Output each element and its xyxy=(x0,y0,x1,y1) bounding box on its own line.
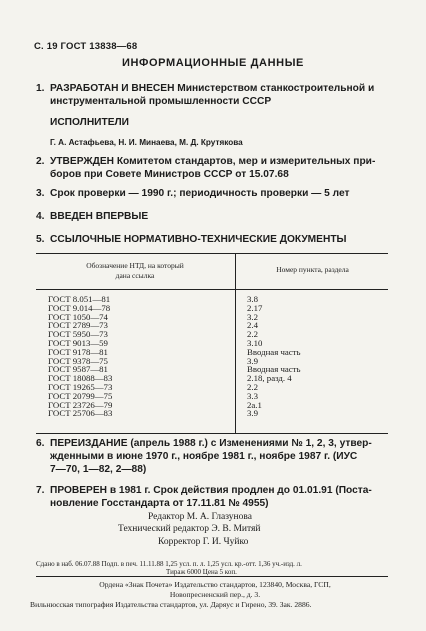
table-top-rule xyxy=(36,253,388,254)
footer-line3: Вильнюсская типография Издательства стандартов, ул. Даряус и Гирено, 39. Зак. 2886. xyxy=(30,600,312,609)
table-header-reference: Номер пункта, раздела xyxy=(276,265,349,274)
item-4-text: ВВЕДЕН ВПЕРВЫЕ xyxy=(50,211,149,222)
item-4 xyxy=(36,210,396,223)
table-header-rule xyxy=(36,289,388,290)
table-cell-doc: ГОСТ 9013—59 xyxy=(48,337,108,348)
table-cell-ref: 2.18, разд. 4 xyxy=(247,373,292,384)
table-cell-doc: ГОСТ 1050—74 xyxy=(48,311,108,322)
item-7-line1: ПРОВЕРЕН в 1981 г. Срок действия продлен до 01.01.91 (Поста- xyxy=(50,485,372,496)
item-4-number: 4. xyxy=(36,211,45,222)
table-column-documents xyxy=(48,295,112,418)
item-3 xyxy=(36,187,396,200)
table-column-divider xyxy=(235,253,236,433)
table-cell-ref: 3.8 xyxy=(247,294,258,304)
table-header-document-line2: дана ссылка xyxy=(115,271,155,280)
footer-rule xyxy=(36,576,388,577)
item-7-number: 7. xyxy=(36,485,45,496)
table-cell-doc: ГОСТ 5950—73 xyxy=(48,329,108,340)
table-cell-doc: ГОСТ 9378—75 xyxy=(48,355,108,366)
executors-names: Г. А. Астафьева, Н. И. Минаева, М. Д. Крутякова xyxy=(50,138,243,147)
item-2-line1: УТВЕРЖДЕН Комитетом стандартов, мер и измерительных при- xyxy=(50,156,376,167)
item-5 xyxy=(36,233,396,246)
table-column-references xyxy=(247,295,301,418)
table-cell-doc: ГОСТ 9178—81 xyxy=(48,346,108,357)
table-cell-doc: ГОСТ 19265—73 xyxy=(48,381,113,392)
table-cell-doc: ГОСТ 9.014—78 xyxy=(48,302,111,313)
table-cell-ref: Вводная часть xyxy=(247,364,301,375)
table-cell-ref: 2.17 xyxy=(247,302,263,313)
item-6-line1: ПЕРЕИЗДАНИЕ (апрель 1988 г.) с Изменениями № 1, 2, 3, утвер- xyxy=(50,438,372,449)
table-cell-doc: ГОСТ 9587—81 xyxy=(48,364,108,375)
item-2 xyxy=(36,155,396,181)
table-cell-doc: ГОСТ 20799—75 xyxy=(48,390,113,401)
table-cell-ref: 3.2 xyxy=(247,311,258,322)
table-cell-ref: 2.4 xyxy=(247,320,258,331)
table-header-document xyxy=(60,261,210,281)
table-cell-ref: 3.9 xyxy=(247,355,258,366)
print-info xyxy=(36,560,396,576)
table-cell-ref: 3.9 xyxy=(247,408,258,419)
item-5-text: ССЫЛОЧНЫЕ НОРМАТИВНО-ТЕХНИЧЕСКИЕ ДОКУМЕНТЫ xyxy=(50,234,347,245)
footer-line2: Новопресненский пер., д. 3. xyxy=(169,590,261,599)
item-6-line2: жденными в июне 1970 г., ноябре 1981 г., ноябре 1987 г. (ИУС xyxy=(50,451,358,462)
table-bottom-rule xyxy=(36,433,388,434)
table-header-document-line1: Обозначение НТД, на который xyxy=(86,261,184,270)
footer-line1: Ордена «Знак Почета» Издательство стандартов, 123840, Москва, ГСП, xyxy=(99,580,331,589)
print-info-line2: Тираж 6000 Цена 5 коп. xyxy=(166,568,237,576)
table-cell-ref: Вводная часть xyxy=(247,346,301,357)
table-cell-ref: 2а.1 xyxy=(247,399,262,410)
table-cell-doc: ГОСТ 2789—73 xyxy=(48,320,108,331)
item-3-text: Срок проверки — 1990 г.; периодичность проверки — 5 лет xyxy=(50,188,350,199)
table-cell-doc: ГОСТ 18088—83 xyxy=(48,373,113,384)
executors-heading: ИСПОЛНИТЕЛИ xyxy=(50,117,129,128)
corrector: Корректор Г. И. Чуйко xyxy=(158,536,249,547)
table-cell-ref: 2.2 xyxy=(247,381,258,392)
table-cell-doc: ГОСТ 8.051—81 xyxy=(48,294,111,304)
item-1-line1: РАЗРАБОТАН И ВНЕСЕН Министерством станкостроительной и xyxy=(50,83,375,94)
item-1 xyxy=(36,82,396,108)
print-info-line1: Сдано в наб. 06.07.88 Подп. в печ. 11.11.88 1,25 усл. п. л. 1,25 усл. кр.-отт. 1,36 уч.-изд. л. xyxy=(36,560,302,568)
item-1-line2: инструментальной промышленности СССР xyxy=(50,96,272,107)
table-cell-ref: 3.10 xyxy=(247,337,263,348)
item-7-line2: новление Госстандарта от 17.11.81 № 4955) xyxy=(50,498,269,509)
table-cell-doc: ГОСТ 25706—83 xyxy=(48,408,113,419)
item-7 xyxy=(36,484,396,510)
item-6-number: 6. xyxy=(36,438,45,449)
editor: Редактор М. А. Глазунова xyxy=(148,512,252,522)
table-cell-ref: 3.3 xyxy=(247,390,258,401)
editors-block xyxy=(118,511,408,548)
item-2-number: 2. xyxy=(36,156,45,167)
footer xyxy=(30,580,400,610)
page-title: ИНФОРМАЦИОННЫЕ ДАННЫЕ xyxy=(121,57,304,69)
item-5-number: 5. xyxy=(36,234,45,245)
table-cell-doc: ГОСТ 23726—79 xyxy=(48,399,113,410)
item-6-line3: 7—70, 1—82, 2—88) xyxy=(50,464,147,475)
item-2-line2: боров при Совете Министров СССР от 15.07.68 xyxy=(50,169,289,180)
item-6 xyxy=(36,437,396,476)
technical-editor: Технический редактор Э. В. Митяй xyxy=(118,524,261,535)
table-cell-ref: 2.2 xyxy=(247,329,258,340)
item-3-number: 3. xyxy=(36,188,45,199)
page-header: С. 19 ГОСТ 13838—68 xyxy=(34,41,138,52)
item-1-number: 1. xyxy=(36,83,45,94)
